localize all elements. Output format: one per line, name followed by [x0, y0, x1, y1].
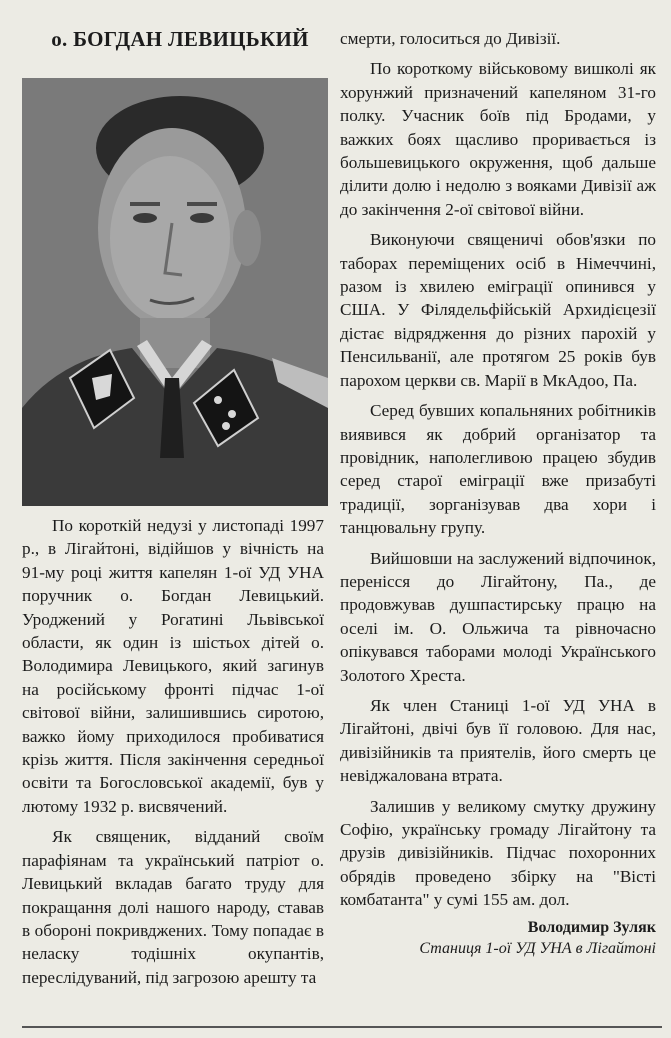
article-column-left — [22, 514, 324, 996]
portrait-photo — [22, 78, 328, 506]
signature-author: Володимир Зуляк — [527, 918, 656, 936]
paragraph: Вийшовши на заслужений відпочинок, перенісся до Лігайтону, Па., де продовжував душпастирську працю на оселі ім. О. Ольжича та рівночасно опікувався таборами молоді Українського Золотого Хреста. — [340, 548, 656, 685]
paragraph: Залишив у великому смутку дружину Софію, українську громаду Лігайтону та друзів дивізійників. Підчас похоронних обрядів проведено збірку на "Вісті комбатанта" у сумі 155 ам. дол. — [340, 796, 656, 910]
portrait-illustration — [22, 78, 328, 506]
paragraph: Як член Станиці 1-ої УД УНА в Лігайтоні, двічі був її головою. Для нас, дивізійників та приятелів, його смерть це невіджалована втрата. — [340, 695, 656, 786]
paragraph: По короткому військовому вишколі як хорунжий призначений капеляном 31-го полку. Учасник боїв під Бродами, у важких боях щасливо проривається із большевицького окруження, щоб дальше ділити долю і недолю з вояками Дивізії аж до закінчення 2-ої світової війни. — [340, 59, 656, 219]
paragraph: Виконуючи священичі обов'язки по таборах переміщених осіб в Німеччині, разом із хвилею еміграції опинився у США. У Філядельфійській Архидієцезії дістає відрядження до різних парохій у Пенсильванії, але протягом 25 років був парохом церкви св. Марії в МкАдоо, Па. — [340, 230, 656, 390]
signature-organization: Станиця 1-ої УД УНА в Лігайтоні — [419, 939, 656, 957]
paragraph: Як священик, відданий своїм парафіянам та український патріот о. Левицький вкладав багато труду для покращання долі нашого народу, ставав в обороні покривджених. Тому попадає в неласку тодішніх окупантів, переслідуваний, під загрозою арешту та — [22, 827, 324, 987]
bottom-divider — [22, 1026, 662, 1028]
paragraph: смерти, голоситься до Дивізії. — [340, 29, 561, 48]
paragraph: Серед бувших копальняних робітників виявився як добрий організатор та провідник, наполегливою працею збудив серед старої еміграції вже призабуті традиції, зорганізував два хори і танцювальну групу. — [340, 401, 656, 538]
article-column-right — [340, 27, 656, 959]
paragraph: По короткій недузі у листопаді 1997 р., в Лігайтоні, відійшов у вічність на 91-му році життя капелян 1-ої УД УНА поручник о. Богдан Левицький. Уроджений у Рогатині Львівської области, як один із шістьох дітей о. Володимира Левицького, який загинув на російському фронті підчас 1-ої світової війни, залишившись сиротою, важко йому приходилося пробиватися крізь життя. Після закінчення середньої освіти та Богословської академії, був у лютому 1932 р. висвячений. — [22, 516, 324, 816]
article-title: о. БОГДАН ЛЕВИЦЬКИЙ — [51, 27, 309, 51]
